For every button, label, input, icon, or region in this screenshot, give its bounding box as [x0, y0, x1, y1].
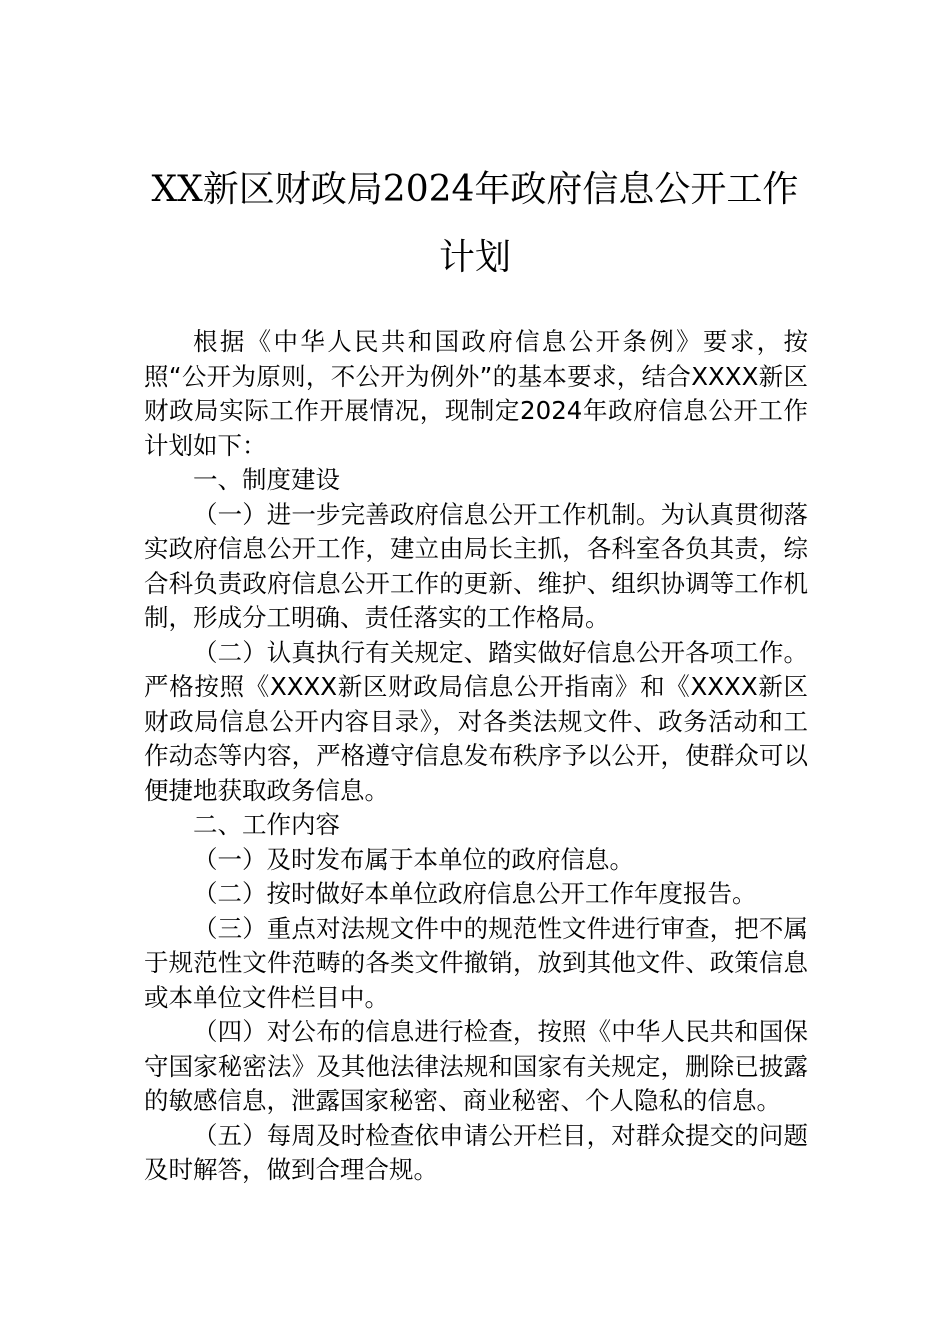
paragraph-work-1: （一）及时发布属于本单位的政府信息。 [193, 844, 634, 874]
paragraph-system-2: （二）认真执行有关规定、踏实做好信息公开各项工作。严格按照《XXXX新区财政局信息公开指南》和《XXXX新区财政局信息公开内容目录》，对各类法规文件、政务活动和工作动态等内容，严格遵守信息发布秩序予以公开，使群众可以便捷地获取政务信息。 [144, 637, 808, 805]
paragraph-system-1: （一）进一步完善政府信息公开工作机制。为认真贯彻落实政府信息公开工作，建立由局长主抓，各科室各负其责，综合科负责政府信息公开工作的更新、维护、组织协调等工作机制，形成分工明确、责任落实的工作格局。 [144, 499, 808, 632]
paragraph-work-3: （三）重点对法规文件中的规范性文件进行审查，把不属于规范性文件范畴的各类文件撤销，放到其他文件、政策信息或本单位文件栏目中。 [144, 913, 808, 1012]
paragraph-work-2: （二）按时做好本单位政府信息公开工作年度报告。 [193, 879, 757, 908]
document-title-line-1: XX新区财政局2024年政府信息公开工作 [151, 169, 799, 210]
paragraph-work-5: （五）每周及时检查依申请公开栏目，对群众提交的问题及时解答，做到合理合规。 [144, 1120, 808, 1184]
intro-paragraph: 根据《中华人民共和国政府信息公开条例》要求，按照“公开为原则，不公开为例外”的基本要求，结合XXXX新区财政局实际工作开展情况，现制定2024年政府信息公开工作计划如下： [144, 327, 808, 460]
section-heading-system: 一、制度建设 [193, 465, 340, 494]
section-heading-work: 二、工作内容 [193, 810, 340, 839]
document-body [144, 325, 808, 1188]
document-title-line-2: 计划 [438, 237, 511, 278]
paragraph-work-4: （四）对公布的信息进行检查，按照《中华人民共和国保守国家秘密法》及其他法律法规和国家有关规定，删除已披露的敏感信息，泄露国家秘密、商业秘密、个人隐私的信息。 [144, 1017, 808, 1115]
